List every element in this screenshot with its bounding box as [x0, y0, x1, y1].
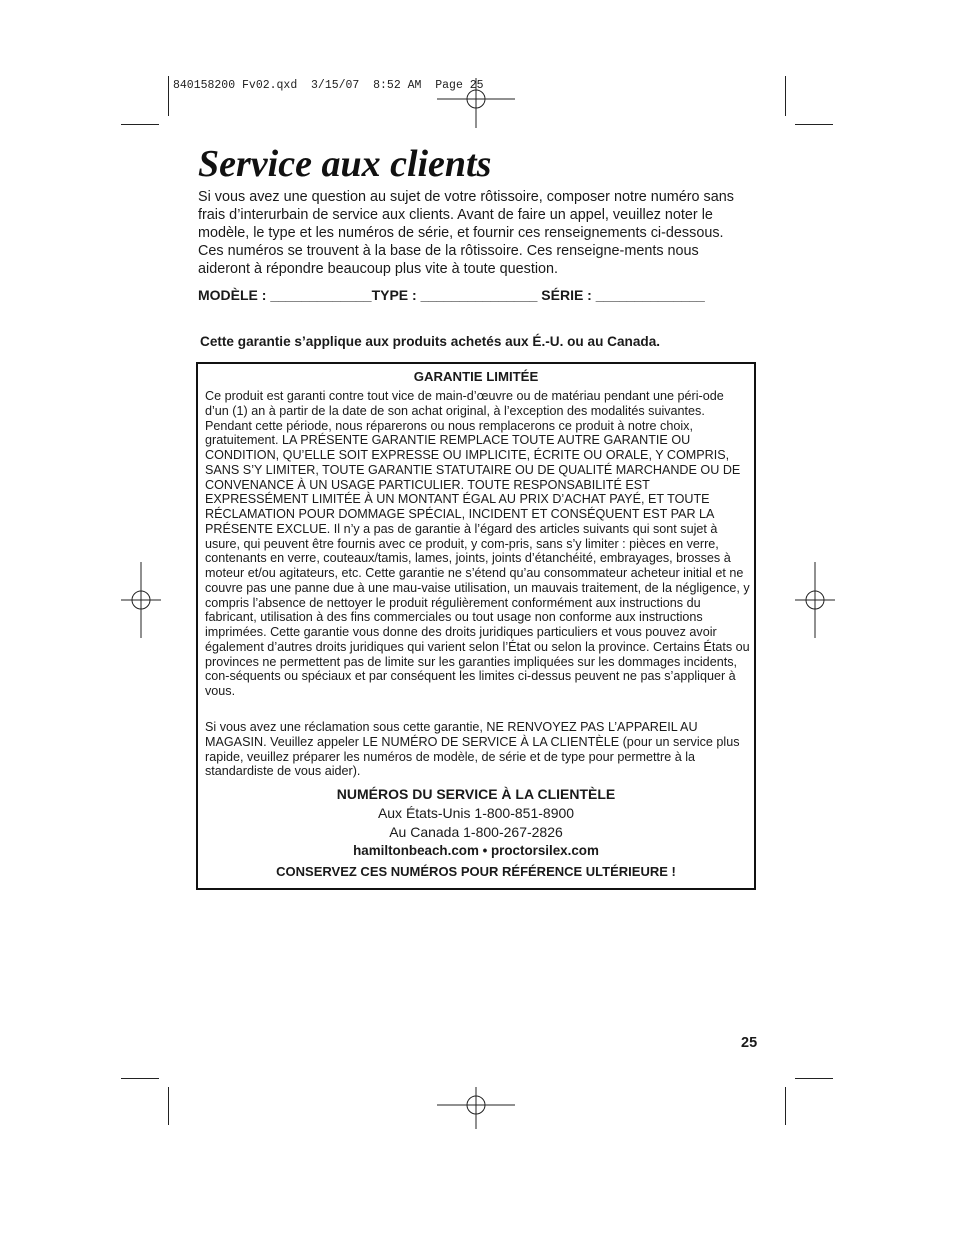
crop-mark-bottom-right-vertical	[785, 1087, 786, 1125]
warranty-box	[196, 362, 756, 890]
type-label: TYPE :	[371, 287, 421, 303]
model-blank: _____________	[270, 287, 372, 303]
page-number: 25	[741, 1035, 758, 1051]
type-blank: _______________	[420, 287, 538, 303]
registration-mark-right-icon	[795, 562, 835, 638]
registration-mark-bottom-icon	[437, 1087, 515, 1129]
registration-mark-top-icon	[437, 78, 515, 128]
service-numbers-title: NUMÉROS DU SERVICE À LA CLIENTÈLE	[336, 786, 616, 802]
serial-label: SÉRIE :	[537, 287, 596, 303]
crop-mark-top-left-vertical	[168, 76, 169, 116]
warranty-scope-note: Cette garantie s’applique aux produits achetés aux É.-U. ou au Canada.	[200, 334, 661, 349]
page-title: Service aux clients	[198, 143, 492, 185]
canada-phone-number: Au Canada 1-800-267-2826	[389, 824, 563, 840]
crop-mark-top-left-horizontal	[121, 124, 159, 125]
us-phone-number: Aux États-Unis 1-800-851-8900	[377, 805, 575, 821]
intro-paragraph: Si vous avez une question au sujet de votre rôtissoire, composer notre numéro sans frais d’interurbain de service aux clients. Avant de faire un appel, veuillez noter le modèle, le type et les numéros de série, et fournir ces renseignements ci-dessous. Ces numéros se trouvent à la base de la rôtissoire. Ces renseigne-ments nous aideront à répondre beaucoup plus vite à toute question.	[198, 189, 734, 277]
crop-mark-top-right-vertical	[785, 76, 786, 116]
warranty-terms-paragraph: Ce produit est garanti contre tout vice de main-d’œuvre ou de matériau pendant une péri-ode d’un (1) an à partir de la date de son achat original, à l’exception des modalités suivantes. Pendant cette période, nous réparerons ou nous remplacerons ce produit à notre choix, gratuitement. LA PRÉSENTE GARANTIE REMPLACE TOUTE AUTRE GARANTIE OU CONDITION, QU’ELLE SOIT EXPRESSE OU IMPLICITE, ÉCRITE OU ORALE, Y COMPRIS, SANS S’Y LIMITER, TOUTE GARANTIE STATUTAIRE OU DE QUALITÉ MARCHANDE OU DE CONVENANCE À UN USAGE PARTICULIER. TOUTE RESPONSABILITÉ EST EXPRESSÉMENT LIMITÉE À UN MONTANT ÉGAL AU PRIX D’ACHAT PAYÉ, ET TOUTE RÉCLAMATION POUR DOMMAGE SPÉCIAL, INCIDENT ET CONSÉQUENT EST PAR LA PRÉSENTE EXCLUE. Il n’y a pas de garantie à l’égard des articles suivants qui sont sujet à usure, qui peuvent être fournis avec ce produit, y com-pris, sans s’y limiter : pièces en verre, contenants en verre, couteaux/tamis, lames, joints, joints d’étanchéité, embrayages, brosses à moteur et/ou agitateurs, etc. Cette garantie ne s’étend qu’au consommateur acheteur initial et ne couvre pas une panne due à une mau-vaise utilisation, un mauvais traitement, de la négligence, y compris l’absence de nettoyer le produit régulièrement conformément aux instructions du fabricant, utilisation à des fins commerciales ou tout usage non conforme aux instructions imprimées. Cette garantie vous donne des droits juridiques particuliers et vous pouvez avoir également d’autres droits juridiques qui varient selon l’État ou selon la province. Certains États ou provinces ne permettent pas de limite sur les garanties impliquées sur les dommages incidents, con-séquents ou spéciaux et par conséquent les limites ci-dessus peuvent ne pas s’appliquer à vous.	[205, 389, 750, 698]
crop-mark-bottom-left-vertical	[168, 1087, 169, 1125]
serial-blank: ______________	[595, 287, 705, 303]
warranty-title: GARANTIE LIMITÉE	[413, 369, 539, 384]
websites-line: hamiltonbeach.com • proctorsilex.com	[353, 843, 599, 858]
crop-mark-bottom-left-horizontal	[121, 1078, 159, 1079]
print-slug-line: 840158200 Fv02.qxd 3/15/07 8:52 AM Page 25	[173, 79, 484, 92]
crop-mark-bottom-right-horizontal	[795, 1078, 833, 1079]
registration-mark-left-icon	[121, 562, 161, 638]
keep-numbers-note: CONSERVEZ CES NUMÉROS POUR RÉFÉRENCE ULTÉRIEURE !	[276, 864, 676, 879]
product-info-line	[198, 287, 705, 303]
crop-mark-top-right-horizontal	[795, 124, 833, 125]
warranty-claim-paragraph: Si vous avez une réclamation sous cette garantie, NE RENVOYEZ PAS L’APPAREIL AU MAGASIN. Veuillez appeler LE NUMÉRO DE SERVICE À LA CLIENTÈLE (pour un service plus rapide, veuillez préparer les numéros de modèle, de série et de type pour permettre à la standardiste de vous aider).	[205, 720, 740, 779]
model-label: MODÈLE :	[198, 287, 271, 303]
